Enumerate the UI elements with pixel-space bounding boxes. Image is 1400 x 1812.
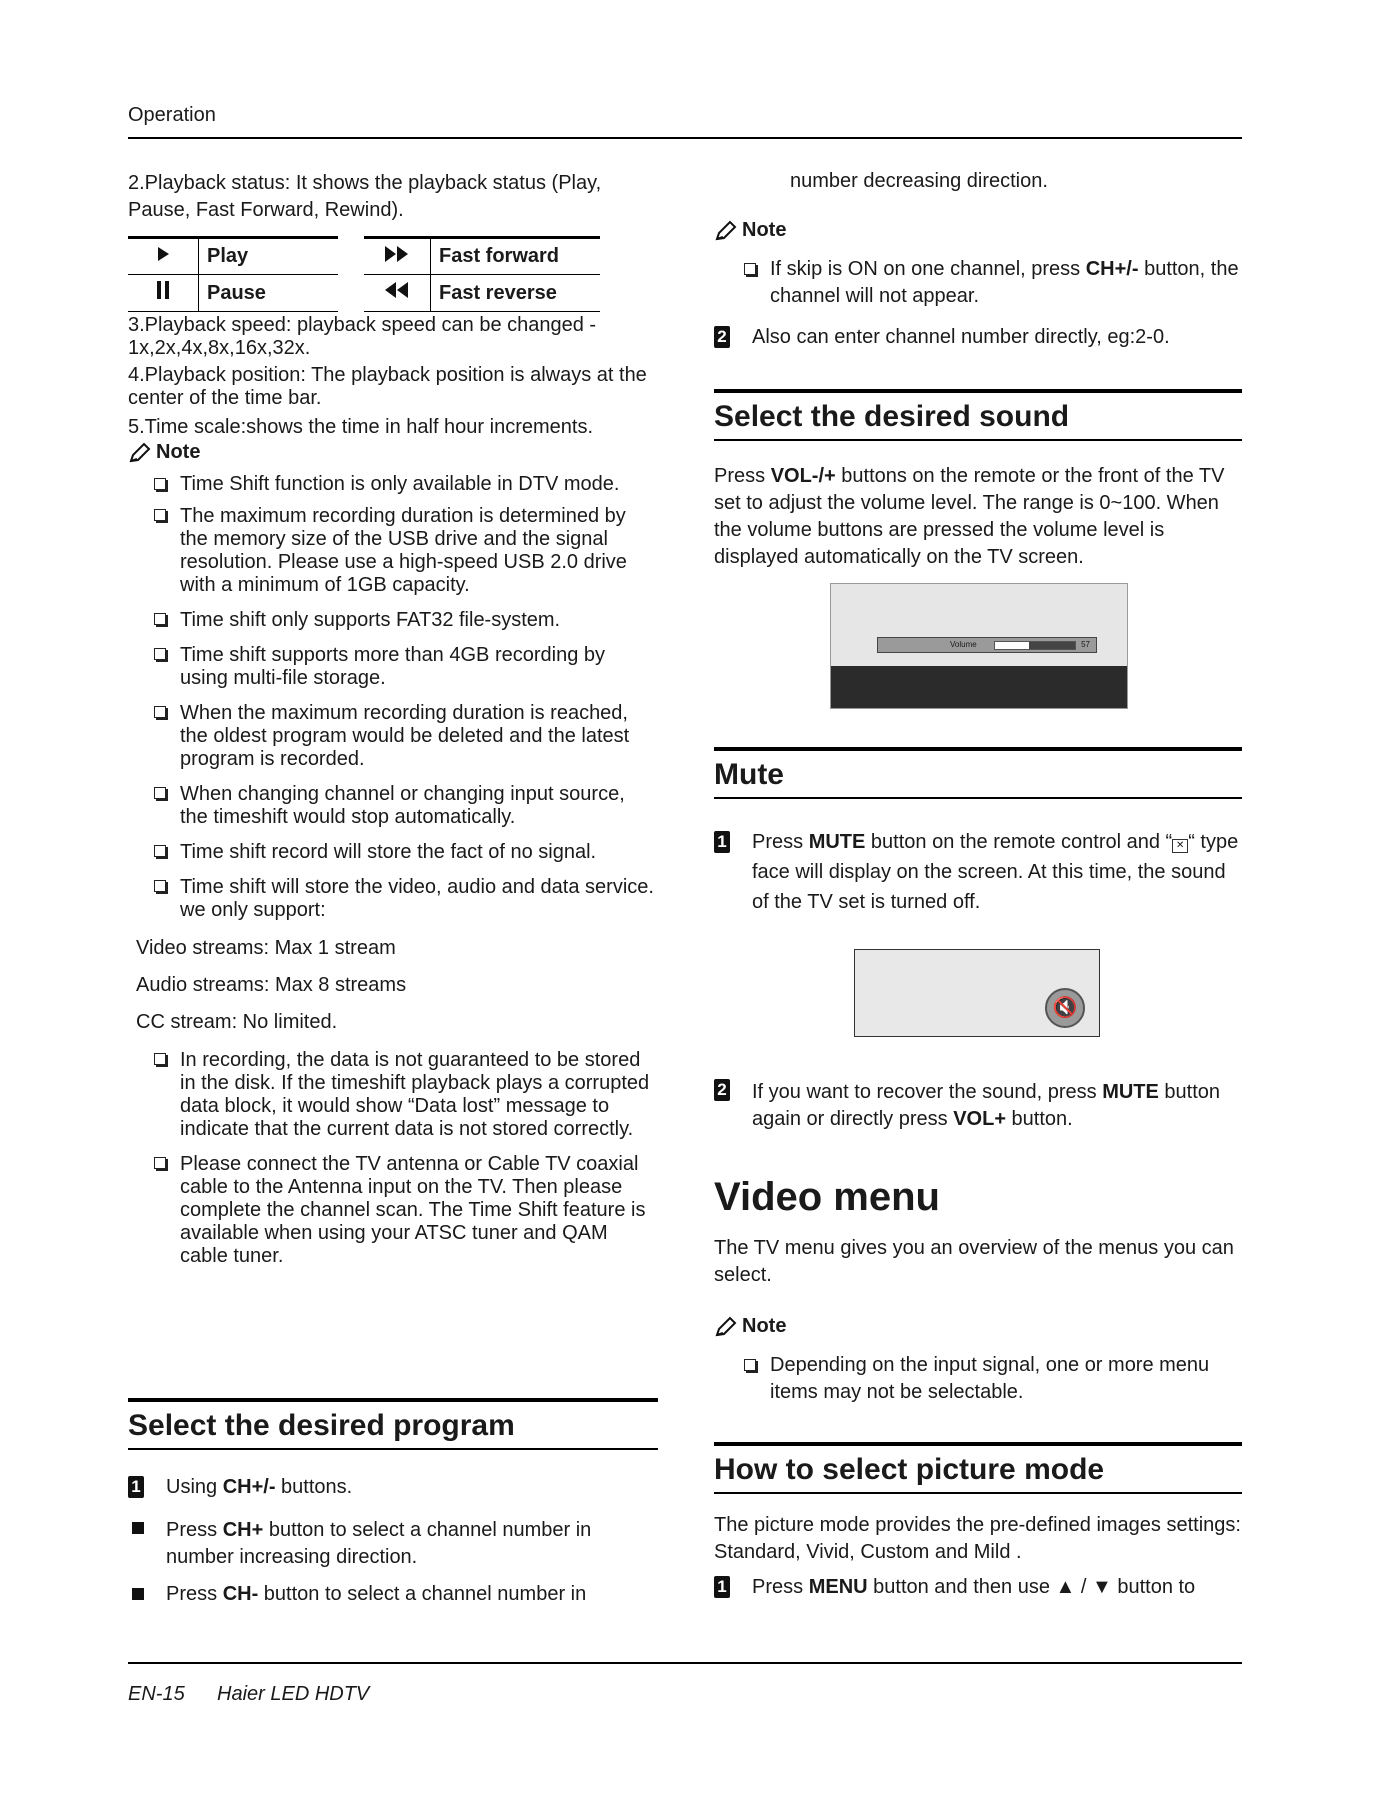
- volume-value: 57: [1081, 640, 1090, 649]
- list-item: In recording, the data is not guaranteed to be stored in the disk. If the timeshift playback plays a corrupted data block, it would show “Data lost” message to indicate that the current data is not stored correctly.: [154, 1049, 658, 1141]
- stream-line: Video streams: Max 1 stream: [136, 937, 396, 959]
- step-1: 1 Press MENU button and then use ▲ / ▼ button to: [714, 1576, 1242, 1599]
- fast-forward-label: Fast forward: [431, 238, 601, 275]
- list-item: Time shift will store the video, audio and data service. we only support:: [154, 876, 658, 922]
- section-rule: [714, 1492, 1242, 1494]
- playback-speed-text: 3.Playback speed: playback speed can be changed - 1x,2x,4x,8x,16x,32x.: [128, 314, 597, 359]
- stream-limits: [128, 930, 658, 1041]
- pencil-icon: [128, 442, 152, 464]
- page-number: EN-15: [128, 1683, 185, 1705]
- stream-line: CC stream: No limited.: [136, 1011, 338, 1033]
- section-title: Select the desired program: [128, 1409, 515, 1442]
- list-item: The maximum recording duration is determined by the memory size of the USB drive and the signal resolution. Please use a high-speed USB 2.0 drive with a minimum of 1GB capacity.: [154, 505, 658, 597]
- note-label: Note: [156, 441, 201, 463]
- picture-mode-text: The picture mode provides the pre-defined images settings: Standard, Vivid, Custom and Mild .: [714, 1514, 1241, 1563]
- playback-status-text: 2.Playback status: It shows the playback status (Play, Pause, Fast Forward, Rewind).: [128, 172, 602, 221]
- note-list: [128, 470, 658, 922]
- product-name: Haier LED HDTV: [217, 1683, 370, 1705]
- note-heading: [714, 219, 1242, 242]
- page-header: Operation: [128, 104, 216, 126]
- fast-forward-icon: [364, 238, 431, 275]
- list-item: Time shift record will store the fact of no signal.: [154, 841, 658, 864]
- list-item: When changing channel or changing input source, the timeshift would stop automatically.: [154, 783, 658, 829]
- sound-text: Press VOL-/+ buttons on the remote or the front of the TV set to adjust the volume level. The range is 0~100. When the volume buttons are pressed the volume level is displayed automatically on the TV screen.: [714, 465, 1225, 568]
- section-title: Video menu: [714, 1175, 940, 1219]
- section-rule: [128, 1448, 658, 1450]
- fast-reverse-icon: [364, 275, 431, 312]
- footer-rule: [128, 1662, 1242, 1664]
- fast-reverse-label: Fast reverse: [431, 275, 601, 312]
- list-item: Time Shift function is only available in DTV mode.: [154, 470, 658, 499]
- step-number: 2: [714, 1079, 730, 1101]
- continued-text: number decreasing direction.: [790, 170, 1048, 192]
- mute-speaker-icon: 🔇: [1045, 988, 1085, 1028]
- step-2: 2 Also can enter channel number directly, eg:2-0.: [714, 326, 1242, 349]
- pause-icon: [128, 275, 199, 312]
- step-number: 1: [714, 831, 730, 853]
- list-item: Time shift supports more than 4GB recording by using multi-file storage.: [154, 644, 658, 690]
- step-number: 2: [714, 326, 730, 348]
- play-icon: [128, 238, 199, 275]
- sound-section: [714, 389, 1242, 709]
- volume-label: Volume: [950, 640, 977, 649]
- volume-fill: [1029, 642, 1075, 649]
- section-title: How to select picture mode: [714, 1453, 1105, 1486]
- list-item: Press CH+ button to select a channel number in number increasing direction.: [128, 1517, 658, 1571]
- step-number: 1: [128, 1476, 144, 1498]
- list-item: If skip is ON on one channel, press CH+/- button, the channel will not appear.: [744, 256, 1242, 310]
- note-heading: [714, 1315, 1242, 1338]
- playback-position-text: 4.Playback position: The playback position is always at the center of the time bar.: [128, 364, 647, 409]
- step-2: 2 If you want to recover the sound, press MUTE button again or directly press VOL+ button.: [714, 1079, 1242, 1133]
- right-column: [714, 170, 1242, 1599]
- video-menu-text: The TV menu gives you an overview of the menus you can select.: [714, 1237, 1234, 1286]
- mute-section: [714, 747, 1242, 1133]
- note-list-2: [128, 1049, 658, 1268]
- note-label: Note: [742, 1315, 787, 1337]
- mute-symbol-icon: ✕: [1172, 839, 1188, 853]
- stream-line: Audio streams: Max 8 streams: [136, 974, 407, 996]
- volume-bar: [994, 641, 1076, 650]
- program-section: [128, 1398, 658, 1606]
- step-number: 1: [714, 1576, 730, 1598]
- section-title: Select the desired sound: [714, 400, 1070, 433]
- list-item: When the maximum recording duration is reached, the oldest program would be deleted and the latest program is recorded.: [154, 702, 658, 771]
- volume-osd: [877, 637, 1097, 653]
- left-column: [128, 170, 658, 1268]
- list-item: Press CH- button to select a channel number in: [128, 1583, 658, 1606]
- volume-screenshot: [830, 583, 1128, 709]
- pencil-icon: [714, 1316, 738, 1338]
- mute-screenshot: [854, 949, 1100, 1037]
- note-heading: [128, 441, 658, 464]
- section-title: Mute: [714, 758, 784, 791]
- section-rule: [714, 797, 1242, 799]
- note-label: Note: [742, 219, 787, 241]
- playback-status-table: [128, 236, 600, 312]
- play-label: Play: [199, 238, 339, 275]
- video-menu-section: [714, 1173, 1242, 1406]
- picture-mode-section: [714, 1442, 1242, 1599]
- pause-label: Pause: [199, 275, 339, 312]
- tv-bottom-bar: [831, 666, 1127, 708]
- note-list: [714, 256, 1242, 310]
- header-rule: [128, 137, 1242, 139]
- list-item: Time shift only supports FAT32 file-system.: [154, 609, 658, 632]
- up-down-arrows: ▲ / ▼: [1055, 1576, 1112, 1598]
- step-1: 1 Press MUTE button on the remote control and “ ✕ “ type face will display on the screen. At this time, the sound of the TV set is turned off.: [714, 827, 1242, 917]
- step-1: 1 Using CH+/- buttons.: [128, 1476, 658, 1499]
- list-item: Depending on the input signal, one or more menu items may not be selectable.: [744, 1352, 1242, 1406]
- time-scale-text: 5.Time scale:shows the time in half hour increments.: [128, 416, 594, 438]
- list-item: Please connect the TV antenna or Cable TV coaxial cable to the Antenna input on the TV. Then please complete the channel scan. The Time Shift feature is available when using your ATSC tuner and QAM cable tuner.: [154, 1153, 658, 1268]
- section-rule: [714, 439, 1242, 441]
- note-list: [714, 1352, 1242, 1406]
- pencil-icon: [714, 220, 738, 242]
